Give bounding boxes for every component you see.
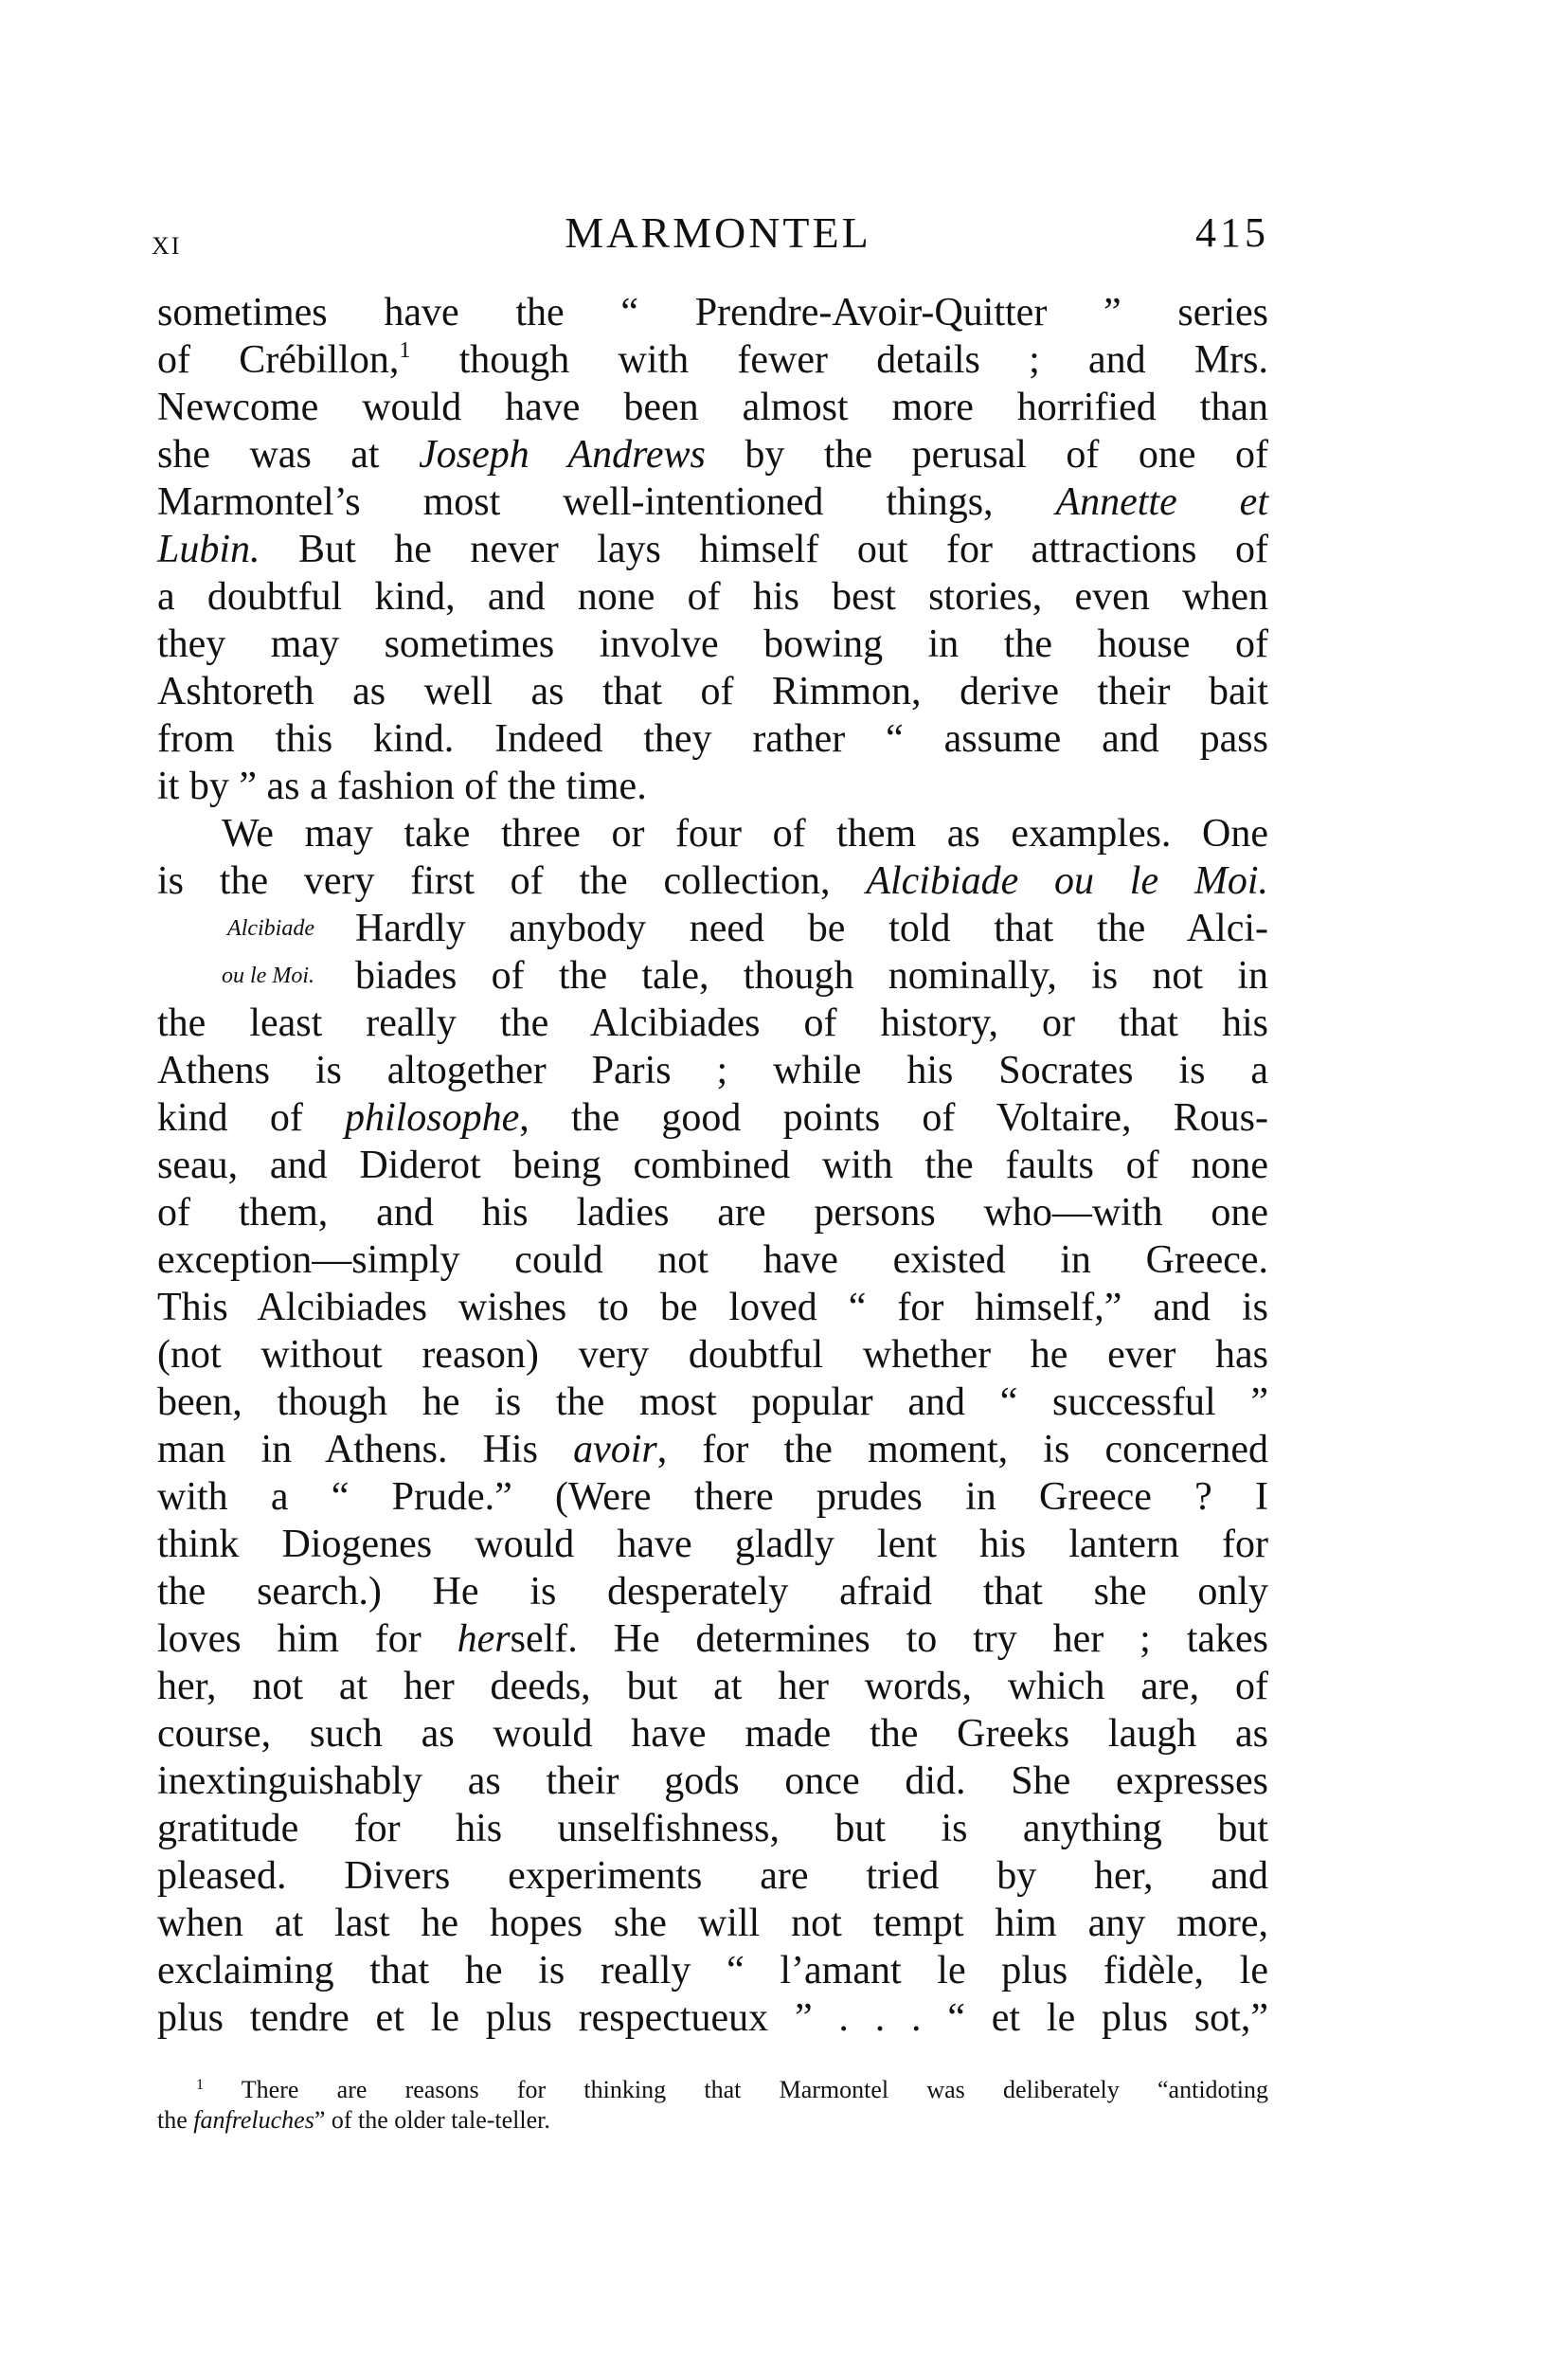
text-run: But he never lays himself out for attractions of <box>260 528 1268 571</box>
footnote-line <box>157 2105 1268 2136</box>
text-run: seau, and Diderot being combined with the faults of none <box>157 1144 1268 1187</box>
italic-text: avoir <box>573 1428 657 1471</box>
body-line <box>355 952 1268 1000</box>
text-run: the least really the Alcibiades of history, or that his <box>157 1001 1268 1045</box>
text-run: ” of the older tale-teller. <box>314 2106 550 2134</box>
text-run: Newcome would have been almost more horrified than <box>157 386 1268 429</box>
text-run: kind of <box>157 1096 345 1140</box>
italic-text: Annette et <box>1055 480 1268 524</box>
body-line <box>157 1379 1268 1426</box>
text-run: it by ” as a fashion of the time. <box>157 765 647 808</box>
body-line <box>157 1094 1268 1142</box>
text-run: they may sometimes involve bowing in the house of <box>157 622 1268 666</box>
italic-text: fanfreluches <box>193 2106 314 2134</box>
body-line <box>157 431 1268 478</box>
body-line <box>157 1900 1268 1947</box>
text-run: sometimes have the “ Prendre-Avoir-Quitter ” series <box>157 291 1268 334</box>
text-run: self. He determines to try her ; takes <box>510 1617 1269 1661</box>
body-line <box>157 1426 1268 1473</box>
text-run: We may take three or four of them as examples. One <box>222 812 1268 856</box>
text-run: she was at <box>157 433 420 477</box>
body-line <box>157 478 1268 526</box>
body-line <box>157 1284 1268 1331</box>
text-run: is the very first of the collection, <box>157 859 867 903</box>
body-line <box>157 573 1268 621</box>
text-run: (not without reason) very doubtful whether he ever has <box>157 1333 1268 1377</box>
body-line <box>157 1521 1268 1568</box>
text-run: think Diogenes would have gladly lent his lantern for <box>157 1523 1268 1566</box>
page-number: 415 <box>1195 209 1269 256</box>
body-line <box>157 1473 1268 1521</box>
text-run: plus tendre et le plus respectueux ” . . . “ et le plus sot,” <box>157 1996 1268 2040</box>
italic-text: Alcibiade ou le Moi. <box>866 859 1268 903</box>
body-line <box>157 1047 1268 1094</box>
body-line <box>157 715 1268 763</box>
body-line <box>157 1142 1268 1189</box>
text-run: from this kind. Indeed they rather “ assume and pass <box>157 717 1268 761</box>
chapter-number: XI <box>152 232 182 260</box>
body-line <box>157 526 1268 573</box>
body-line <box>157 1852 1268 1900</box>
running-title: MARMONTEL <box>565 208 871 257</box>
body-line <box>157 1615 1268 1663</box>
text-run: with a “ Prude.” (Were there prudes in Greece ? I <box>157 1475 1268 1519</box>
text-run: , for the moment, is concerned <box>656 1428 1268 1471</box>
footnote-line <box>196 2075 1268 2105</box>
text-run: course, such as would have made the Greeks laugh as <box>157 1712 1268 1756</box>
body-line <box>222 810 1268 857</box>
italic-text: philosophe <box>344 1096 520 1140</box>
text-run: of Crébillon, <box>157 338 400 382</box>
text-run: biades of the tale, though nominally, is not in <box>355 954 1268 998</box>
body-line <box>157 1805 1268 1852</box>
text-run: This Alcibiades wishes to be loved “ for himself,” and is <box>157 1286 1268 1329</box>
text-run: pleased. Divers experiments are tried by her, and <box>157 1854 1268 1898</box>
text-run: her, not at her deeds, but at her words, which are, of <box>157 1665 1268 1708</box>
body-line <box>157 1000 1268 1047</box>
text-run: a doubtful kind, and none of his best stories, even when <box>157 575 1268 619</box>
italic-text: Joseph Andrews <box>419 433 706 477</box>
body-line <box>157 1710 1268 1758</box>
body-line <box>157 1331 1268 1379</box>
text-run: gratitude for his unselfishness, but is anything but <box>157 1807 1268 1850</box>
body-line <box>157 1947 1268 1994</box>
body-line <box>157 1189 1268 1236</box>
text-run: Hardly anybody need be told that the Alci- <box>355 907 1268 950</box>
text-run: though with fewer details ; and Mrs. <box>410 338 1269 382</box>
text-run: Ashtoreth as well as that of Rimmon, derive their bait <box>157 670 1268 713</box>
body-line <box>157 336 1268 384</box>
text-run: by the perusal of one of <box>705 433 1268 477</box>
text-run: exception—simply could not have existed in Greece. <box>157 1238 1268 1282</box>
text-run: loves him for <box>157 1617 458 1661</box>
text-run: been, though he is the most popular and “ successful ” <box>157 1380 1268 1424</box>
italic-text: Lubin. <box>157 528 260 571</box>
body-line <box>157 763 1268 810</box>
body-line <box>157 857 1268 905</box>
footnote-marker[interactable]: 1 <box>399 338 411 363</box>
body-line <box>157 1994 1268 2042</box>
body-line <box>157 384 1268 431</box>
text-run: when at last he hopes she will not tempt him any more, <box>157 1902 1268 1945</box>
text-run: of them, and his ladies are persons who—with one <box>157 1191 1268 1235</box>
text-run: the <box>157 2106 194 2134</box>
italic-text: her <box>457 1617 511 1661</box>
body-line <box>355 905 1268 952</box>
text-run: There are reasons for thinking that Marmontel was deliberately “antidoting <box>204 2076 1268 2103</box>
margin-note-line: ou le Moi. <box>222 964 314 988</box>
text-run: inextinguishably as their gods once did. She expresses <box>157 1759 1268 1803</box>
body-line <box>157 1236 1268 1284</box>
text-run: the search.) He is desperately afraid that she only <box>157 1570 1268 1614</box>
text-run: Athens is altogether Paris ; while his Socrates is a <box>157 1049 1268 1092</box>
text-run: man in Athens. His <box>157 1428 574 1471</box>
body-line <box>157 1568 1268 1615</box>
body-line <box>157 668 1268 715</box>
text-run: exclaiming that he is really “ l’amant le plus fidèle, le <box>157 1949 1268 1992</box>
body-line <box>157 1758 1268 1805</box>
footnote-number: 1 <box>196 2077 204 2093</box>
text-run: , the good points of Voltaire, Rous- <box>519 1096 1268 1140</box>
margin-note-line: Alcibiade <box>227 916 314 941</box>
body-line <box>157 621 1268 668</box>
text-run: Marmontel’s most well-intentioned things, <box>157 480 1056 524</box>
body-line <box>157 289 1268 336</box>
body-line <box>157 1663 1268 1710</box>
